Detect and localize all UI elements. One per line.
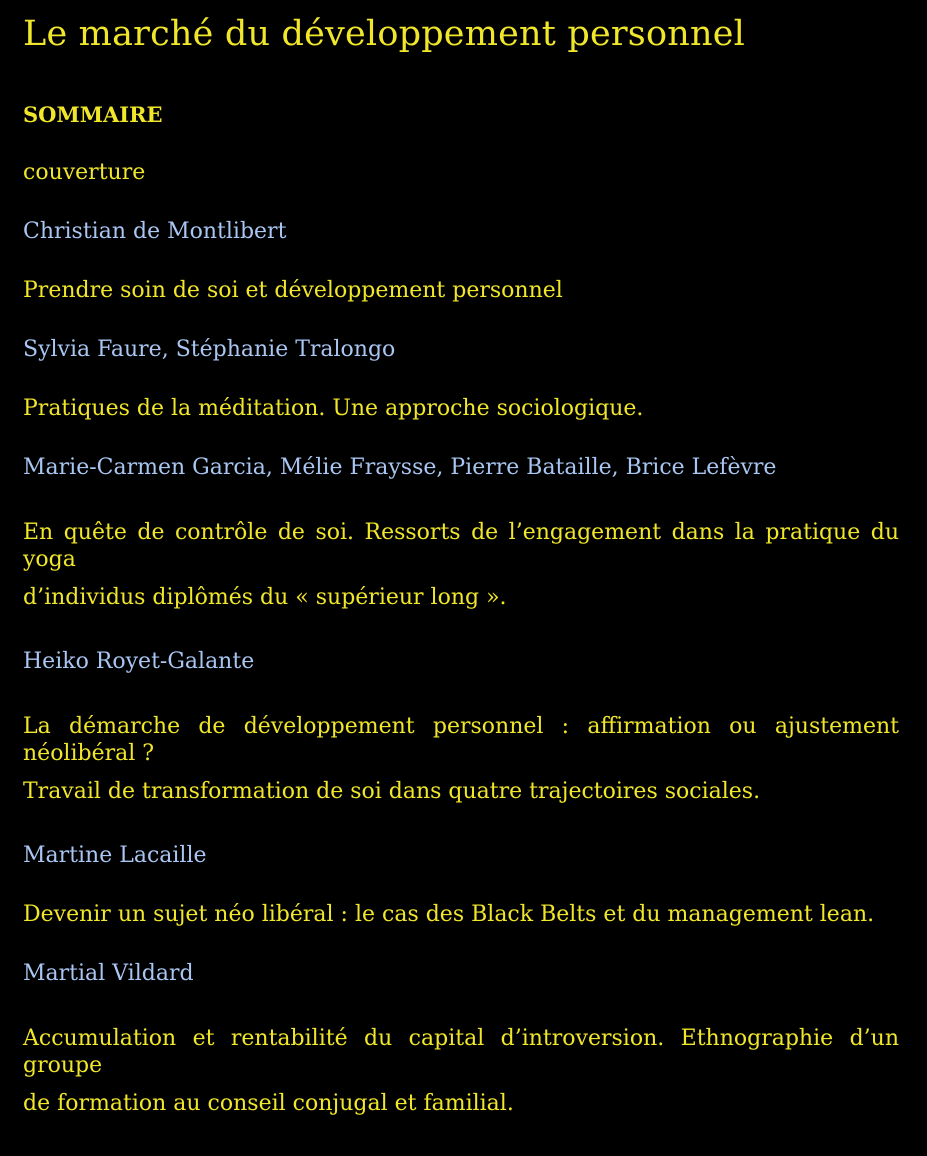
toc-line: groupe xyxy=(23,1053,103,1078)
toc-entry-article[interactable] xyxy=(23,394,899,424)
toc-line: yoga xyxy=(23,547,76,572)
toc-line: Heiko Royet-Galante xyxy=(23,649,255,674)
toc-article-link[interactable] xyxy=(23,276,899,306)
toc-line: Martial Vildard xyxy=(23,961,194,986)
toc-entry-author[interactable] xyxy=(23,647,899,677)
toc-line: Sylvia Faure, Stéphanie Tralongo xyxy=(23,337,396,362)
table-of-contents xyxy=(23,158,899,1124)
toc-line: couverture xyxy=(23,160,146,185)
section-heading: SOMMAIRE xyxy=(23,102,163,127)
toc-line: de formation au conseil conjugal et familial. xyxy=(23,1091,514,1116)
toc-entry-article[interactable] xyxy=(23,706,899,812)
toc-line: Pratiques de la méditation. Une approche sociologique. xyxy=(23,396,644,421)
toc-entry-article[interactable] xyxy=(23,512,899,618)
toc-entry-author[interactable] xyxy=(23,841,899,871)
toc-article-link[interactable] xyxy=(23,900,899,930)
toc-line: Martine Lacaille xyxy=(23,843,207,868)
toc-article-link[interactable] xyxy=(23,706,899,812)
toc-entry-author[interactable] xyxy=(23,453,899,483)
toc-author-link[interactable] xyxy=(23,219,286,244)
toc-entry-article[interactable] xyxy=(23,1018,899,1124)
toc-line: Travail de transformation de soi dans quatre trajectoires sociales. xyxy=(23,779,761,804)
toc-author-link[interactable] xyxy=(23,649,254,674)
toc-entry-article[interactable] xyxy=(23,900,899,930)
toc-line: La démarche de développement personnel : affirmation ou ajustement xyxy=(23,714,899,739)
toc-entry-author[interactable] xyxy=(23,959,899,989)
toc-line: Marie-Carmen Garcia, Mélie Fraysse, Pierre Bataille, Brice Lefèvre xyxy=(23,455,777,480)
toc-line: Prendre soin de soi et développement personnel xyxy=(23,278,563,303)
toc-author-link[interactable] xyxy=(23,337,395,362)
toc-entry-cover[interactable] xyxy=(23,158,899,188)
toc-article-link[interactable] xyxy=(23,394,899,424)
toc-author-link[interactable] xyxy=(23,961,194,986)
page-title: Le marché du développement personnel xyxy=(23,14,746,54)
toc-line: Devenir un sujet néo libéral : le cas des Black Belts et du management lean. xyxy=(23,902,875,927)
toc-entry-article[interactable] xyxy=(23,276,899,306)
toc-entry-author[interactable] xyxy=(23,217,899,247)
toc-article-link[interactable] xyxy=(23,1018,899,1124)
toc-line: néolibéral ? xyxy=(23,741,155,766)
toc-link-cover[interactable] xyxy=(23,158,899,188)
toc-line: d’individus diplômés du « supérieur long ». xyxy=(23,585,507,610)
toc-line: Accumulation et rentabilité du capital d’introversion. Ethnographie d’un xyxy=(23,1026,899,1051)
toc-author-link[interactable] xyxy=(23,455,776,480)
toc-author-link[interactable] xyxy=(23,843,207,868)
toc-line: En quête de contrôle de soi. Ressorts de l’engagement dans la pratique du xyxy=(23,520,899,545)
toc-line: Christian de Montlibert xyxy=(23,219,287,244)
toc-entry-author[interactable] xyxy=(23,335,899,365)
toc-article-link[interactable] xyxy=(23,512,899,618)
